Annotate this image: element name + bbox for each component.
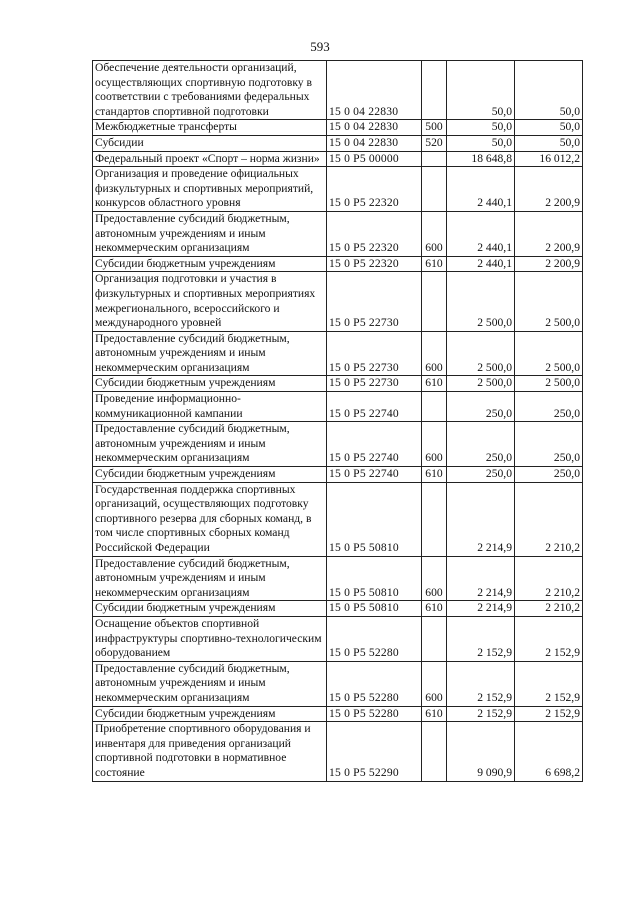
- cell-amount-second: 2 210,2: [515, 556, 583, 601]
- cell-name: Организация и проведение официальных физкультурных и спортивных мероприятий, конкурсов областного уровня: [93, 167, 327, 212]
- cell-expense-type: 600: [422, 211, 447, 256]
- cell-amount-first: 2 214,9: [447, 601, 515, 617]
- cell-amount-second: 2 500,0: [515, 272, 583, 331]
- cell-name: Субсидии бюджетным учреждениям: [93, 601, 327, 617]
- cell-amount-second: 2 152,9: [515, 616, 583, 661]
- cell-target-code: 15 0 P5 22730: [327, 272, 422, 331]
- cell-target-code: 15 0 P5 50810: [327, 482, 422, 556]
- cell-name: Федеральный проект «Спорт – норма жизни»: [93, 151, 327, 167]
- cell-amount-first: 50,0: [447, 120, 515, 136]
- cell-amount-first: 50,0: [447, 61, 515, 120]
- cell-amount-first: 2 152,9: [447, 616, 515, 661]
- cell-expense-type: 610: [422, 467, 447, 483]
- cell-amount-first: 2 440,1: [447, 167, 515, 212]
- cell-expense-type: 600: [422, 422, 447, 467]
- table-row: [93, 61, 583, 120]
- cell-target-code: 15 0 04 22830: [327, 120, 422, 136]
- cell-amount-second: 2 200,9: [515, 211, 583, 256]
- cell-target-code: 15 0 P5 50810: [327, 601, 422, 617]
- cell-amount-second: 250,0: [515, 467, 583, 483]
- cell-amount-second: 2 152,9: [515, 661, 583, 706]
- cell-target-code: 15 0 P5 52290: [327, 722, 422, 781]
- cell-target-code: 15 0 04 22830: [327, 61, 422, 120]
- cell-name: Межбюджетные трансферты: [93, 120, 327, 136]
- cell-amount-second: 2 200,9: [515, 256, 583, 272]
- cell-target-code: 15 0 P5 22740: [327, 392, 422, 422]
- cell-expense-type: [422, 151, 447, 167]
- cell-name: Обеспечение деятельности организаций, осуществляющих спортивную подготовку в соответствии с требованиями федеральных стандартов спортивной подготовки: [93, 61, 327, 120]
- cell-expense-type: 610: [422, 601, 447, 617]
- cell-expense-type: 600: [422, 661, 447, 706]
- table-row: [93, 376, 583, 392]
- cell-name: Предоставление субсидий бюджетным, автономным учреждениям и иным некоммерческим организациям: [93, 211, 327, 256]
- cell-amount-first: 9 090,9: [447, 722, 515, 781]
- cell-amount-second: 50,0: [515, 61, 583, 120]
- budget-table: [92, 60, 583, 782]
- cell-amount-first: 18 648,8: [447, 151, 515, 167]
- cell-amount-second: 16 012,2: [515, 151, 583, 167]
- cell-amount-first: 50,0: [447, 135, 515, 151]
- cell-amount-second: 250,0: [515, 422, 583, 467]
- cell-expense-type: [422, 272, 447, 331]
- cell-target-code: 15 0 P5 22740: [327, 422, 422, 467]
- cell-target-code: 15 0 P5 52280: [327, 616, 422, 661]
- cell-amount-second: 6 698,2: [515, 722, 583, 781]
- cell-expense-type: [422, 392, 447, 422]
- cell-amount-first: 2 214,9: [447, 482, 515, 556]
- cell-target-code: 15 0 P5 52280: [327, 661, 422, 706]
- cell-amount-second: 50,0: [515, 120, 583, 136]
- cell-name: Предоставление субсидий бюджетным, автономным учреждениям и иным некоммерческим организациям: [93, 661, 327, 706]
- cell-amount-second: 2 500,0: [515, 376, 583, 392]
- cell-target-code: 15 0 P5 22730: [327, 376, 422, 392]
- cell-name: Государственная поддержка спортивных организаций, осуществляющих подготовку спортивного резерва для сборных команд, в том числе спортивных сборных команд Российской Федерации: [93, 482, 327, 556]
- cell-target-code: 15 0 P5 22320: [327, 211, 422, 256]
- cell-expense-type: 500: [422, 120, 447, 136]
- cell-amount-first: 250,0: [447, 392, 515, 422]
- cell-name: Предоставление субсидий бюджетным, автономным учреждениям и иным некоммерческим организациям: [93, 556, 327, 601]
- cell-target-code: 15 0 P5 00000: [327, 151, 422, 167]
- table-row: [93, 422, 583, 467]
- cell-expense-type: 520: [422, 135, 447, 151]
- cell-name: Субсидии бюджетным учреждениям: [93, 467, 327, 483]
- cell-name: Предоставление субсидий бюджетным, автономным учреждениям и иным некоммерческим организациям: [93, 422, 327, 467]
- cell-amount-first: 2 152,9: [447, 661, 515, 706]
- cell-name: Приобретение спортивного оборудования и инвентаря для приведения организаций спортивной подготовки в нормативное состояние: [93, 722, 327, 781]
- cell-amount-first: 2 214,9: [447, 556, 515, 601]
- cell-amount-second: 2 500,0: [515, 331, 583, 376]
- cell-amount-second: 2 152,9: [515, 706, 583, 722]
- table-row: [93, 167, 583, 212]
- cell-name: Субсидии бюджетным учреждениям: [93, 706, 327, 722]
- cell-expense-type: 600: [422, 331, 447, 376]
- table-row: [93, 556, 583, 601]
- table-row: [93, 120, 583, 136]
- cell-amount-first: 2 500,0: [447, 272, 515, 331]
- page-number: 593: [310, 39, 330, 54]
- cell-target-code: 15 0 P5 22740: [327, 467, 422, 483]
- cell-name: Организация подготовки и участия в физкультурных и спортивных мероприятиях межрегионального, всероссийского и международного уровней: [93, 272, 327, 331]
- table-row: [93, 661, 583, 706]
- cell-expense-type: 610: [422, 376, 447, 392]
- cell-name: Субсидии бюджетным учреждениям: [93, 376, 327, 392]
- cell-expense-type: 610: [422, 256, 447, 272]
- cell-name: Оснащение объектов спортивной инфраструктуры спортивно-технологическим оборудованием: [93, 616, 327, 661]
- cell-expense-type: [422, 722, 447, 781]
- table-row: [93, 392, 583, 422]
- cell-amount-second: 2 210,2: [515, 601, 583, 617]
- cell-target-code: 15 0 04 22830: [327, 135, 422, 151]
- cell-amount-second: 250,0: [515, 392, 583, 422]
- cell-amount-first: 250,0: [447, 422, 515, 467]
- cell-expense-type: [422, 616, 447, 661]
- table-row: [93, 135, 583, 151]
- table-row: [93, 482, 583, 556]
- table-row: [93, 272, 583, 331]
- cell-name: Субсидии бюджетным учреждениям: [93, 256, 327, 272]
- cell-amount-first: 2 500,0: [447, 331, 515, 376]
- cell-target-code: 15 0 P5 22730: [327, 331, 422, 376]
- table-row: [93, 601, 583, 617]
- cell-target-code: 15 0 P5 52280: [327, 706, 422, 722]
- cell-expense-type: 610: [422, 706, 447, 722]
- cell-target-code: 15 0 P5 50810: [327, 556, 422, 601]
- cell-name: Проведение информационно-коммуникационной кампании: [93, 392, 327, 422]
- cell-expense-type: [422, 61, 447, 120]
- table-row: [93, 211, 583, 256]
- cell-expense-type: 600: [422, 556, 447, 601]
- cell-amount-second: 50,0: [515, 135, 583, 151]
- table-row: [93, 467, 583, 483]
- cell-target-code: 15 0 P5 22320: [327, 167, 422, 212]
- cell-amount-first: 2 500,0: [447, 376, 515, 392]
- table-row: [93, 722, 583, 781]
- cell-amount-first: 2 152,9: [447, 706, 515, 722]
- table-row: [93, 331, 583, 376]
- table-row: [93, 616, 583, 661]
- cell-expense-type: [422, 482, 447, 556]
- cell-amount-first: 2 440,1: [447, 256, 515, 272]
- cell-amount-first: 2 440,1: [447, 211, 515, 256]
- budget-table-body: [93, 61, 583, 782]
- table-row: [93, 706, 583, 722]
- cell-amount-second: 2 210,2: [515, 482, 583, 556]
- table-row: [93, 151, 583, 167]
- cell-amount-second: 2 200,9: [515, 167, 583, 212]
- cell-amount-first: 250,0: [447, 467, 515, 483]
- cell-target-code: 15 0 P5 22320: [327, 256, 422, 272]
- cell-name: Предоставление субсидий бюджетным, автономным учреждениям и иным некоммерческим организациям: [93, 331, 327, 376]
- cell-name: Субсидии: [93, 135, 327, 151]
- table-row: [93, 256, 583, 272]
- cell-expense-type: [422, 167, 447, 212]
